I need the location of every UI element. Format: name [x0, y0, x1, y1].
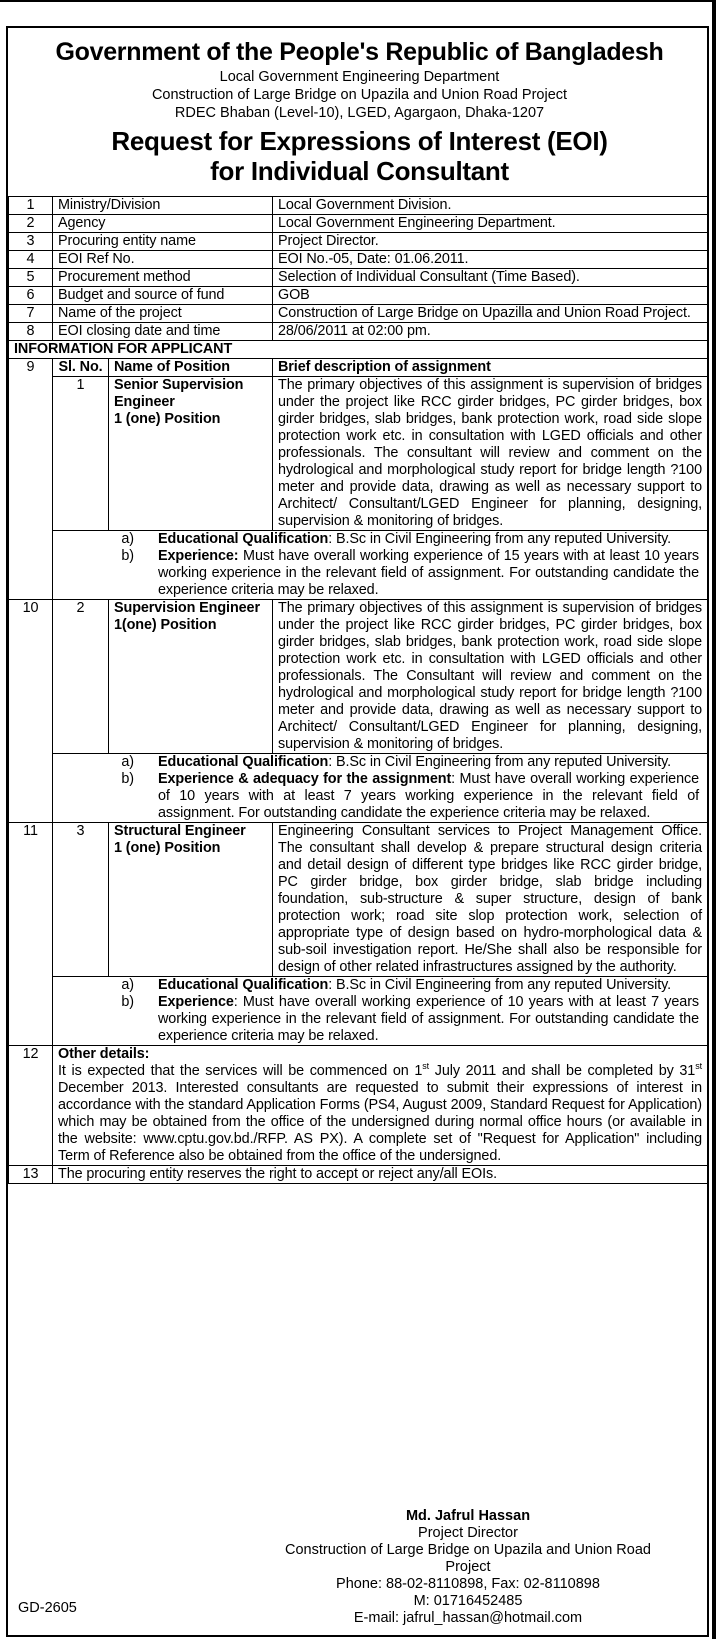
ordinal-suffix: st	[422, 1061, 430, 1072]
row-label: Procurement method	[53, 269, 273, 287]
qualification-cell	[53, 531, 708, 600]
item-body: : B.Sc in Civil Engineering from any reputed University.	[328, 754, 672, 770]
row-number: 4	[9, 251, 53, 269]
item-marker: a)	[121, 977, 134, 993]
row-value: 28/06/2011 at 02:00 pm.	[273, 323, 708, 341]
item-label: Educational Qualification	[158, 977, 329, 993]
table-row	[9, 215, 708, 233]
row-value: GOB	[273, 287, 708, 305]
experience-item	[58, 548, 699, 599]
table-row	[9, 197, 708, 215]
position-sl: 2	[53, 600, 109, 754]
department-line: Local Government Engineering Department	[219, 69, 500, 85]
other-details-cell	[53, 1046, 708, 1166]
item-text	[158, 754, 699, 771]
text-part: December 2013. Interested consultants are requested to submit their expressions of interest in accordance with the standard Application Forms (PS4, August 2009, Standard Request for Application) which may be obtained from the office of the undersigned during normal office hours (or available in the website: www.cptu.gov.bd./RFP. AS PX). A complete set of "Request for Application" including Term of Reference also be obtained from the office of the undersigned.	[58, 1080, 702, 1164]
position-name-cell	[109, 377, 273, 531]
signatory-project: Construction of Large Bridge on Upazila and Union Road	[285, 1542, 651, 1558]
position-name: Structural Engineer	[114, 823, 246, 839]
position-description: The primary objectives of this assignment is supervision of bridges under the project like RCC girder bridges, PC girder bridges, box girder bridges, slab bridges, bank protection work, road side slope protection work etc. in consultation with LGED officials and other professionals. The consultant will review and comment on the hydrological and morphological study report for bridge length ?100 meter and provide data, drawing as well as necessary support to Architect/ Consultant/LGED Engineer for planning, designing, supervision & monitoring of bridges.	[273, 377, 708, 531]
table-row	[9, 305, 708, 323]
row-value: Local Government Division.	[273, 197, 708, 215]
qualification-item	[58, 531, 699, 548]
item-marker: b)	[121, 994, 134, 1010]
table-row	[9, 341, 708, 359]
item-label: Experience:	[158, 548, 239, 564]
row-label: Procuring entity name	[53, 233, 273, 251]
address-line: RDEC Bhaban (Level-10), LGED, Agargaon, Dhaka-1207	[174, 105, 545, 121]
project-line: Construction of Large Bridge on Upazila and Union Road Project	[151, 87, 568, 103]
row-number-empty	[9, 977, 53, 1046]
signature-block	[228, 1508, 708, 1627]
eoi-table	[8, 196, 708, 1184]
item-text	[158, 977, 699, 994]
item-marker: b)	[121, 771, 134, 787]
row-number-empty	[9, 531, 53, 600]
qualification-item	[58, 754, 699, 771]
row-number	[9, 377, 53, 531]
row-number: 9	[9, 359, 53, 377]
item-body: Must have overall working experience of 15 years with at least 10 years working experience in the relevant field of assignment. For outstanding candidate the experience criteria may be relaxed.	[158, 548, 699, 598]
sl-header: Sl. No.	[53, 359, 109, 377]
row-number: 7	[9, 305, 53, 323]
signatory-title: Project Director	[418, 1525, 518, 1541]
signatory-project-cont: Project	[445, 1559, 491, 1575]
position-description: The primary objectives of this assignment is supervision of bridges under the project like RCC girder bridges, PC girder bridges, box girder bridges, slab bridges, bank protection work, road side slope protection work etc. in consultation with LGED officials and other professionals. The Consultant will review and comment on the hydrological and morphological study report for bridge length ?100 meter and provide data, drawing as well as necessary support to Architect/ Consultant/LGED Engineer for planning, designing, supervision & monitoring of bridges.	[273, 600, 708, 754]
qualification-cell	[53, 977, 708, 1046]
item-label: Educational Qualification	[158, 531, 329, 547]
reserve-text: The procuring entity reserves the right to accept or reject any/all EOIs.	[53, 1166, 708, 1184]
item-label: Educational Qualification	[158, 754, 329, 770]
description-header: Brief description of assignment	[273, 359, 708, 377]
item-marker: b)	[121, 548, 134, 564]
position-name-cell	[109, 823, 273, 977]
position-count: 1 (one) Position	[114, 840, 221, 856]
row-number: 8	[9, 323, 53, 341]
position-sl: 3	[53, 823, 109, 977]
position-sl: 1	[53, 377, 109, 531]
row-label: Budget and source of fund	[53, 287, 273, 305]
item-marker: a)	[121, 754, 134, 770]
item-marker: a)	[121, 531, 134, 547]
item-text	[158, 994, 699, 1045]
table-row	[9, 287, 708, 305]
row-number: 1	[9, 197, 53, 215]
signatory-mobile: M: 01716452485	[413, 1593, 523, 1609]
row-label: Name of the project	[53, 305, 273, 323]
gd-code: GD-2605	[18, 1600, 77, 1616]
item-label: Experience & adequacy for the assignment	[158, 771, 452, 787]
item-body: : B.Sc in Civil Engineering from any reputed University.	[328, 977, 672, 993]
row-number: 6	[9, 287, 53, 305]
row-number-empty	[9, 754, 53, 823]
row-number: 2	[9, 215, 53, 233]
item-text	[158, 531, 699, 548]
row-number: 12	[9, 1046, 53, 1166]
positions-header-row	[9, 359, 708, 377]
experience-item	[58, 994, 699, 1045]
row-value: Selection of Individual Consultant (Time Based).	[273, 269, 708, 287]
qualification-item	[58, 977, 699, 994]
position-row	[9, 377, 708, 531]
row-label: EOI Ref No.	[53, 251, 273, 269]
position-name: Supervision Engineer	[114, 600, 260, 616]
row-value: Local Government Engineering Department.	[273, 215, 708, 233]
qualification-row	[9, 754, 708, 823]
signatory-email: E-mail: jafrul_hassan@hotmail.com	[353, 1610, 583, 1626]
signatory-phone: Phone: 88-02-8110898, Fax: 02-8110898	[336, 1576, 600, 1592]
item-label: Experience	[158, 994, 234, 1010]
row-value: Project Director.	[273, 233, 708, 251]
row-value: EOI No.-05, Date: 01.06.2011.	[273, 251, 708, 269]
experience-item	[58, 771, 699, 822]
row-label: Agency	[53, 215, 273, 233]
ordinal-suffix: st	[695, 1061, 702, 1072]
eoi-title: Request for Expressions of Interest (EOI)	[111, 126, 608, 156]
right-rule	[712, 0, 716, 1639]
other-details-heading: Other details:	[58, 1046, 150, 1062]
signatory-name: Md. Jafrul Hassan	[405, 1508, 531, 1524]
other-details-row	[9, 1046, 708, 1166]
qualification-row	[9, 977, 708, 1046]
position-description: Engineering Consultant services to Project Management Office. The consultant shall develop & prepare structural design criteria and detail design of different type bridges like RCC girder bridge, PC girder bridge, box girder bridge, slab bridge including foundation, sub-structure & super structure, design of bank protection work; road site slop protection work, selection of appropriate type of design based on hydro-morphological data & sub-soil investigation report. He/She shall also be responsible for design of other related infrastructures assigned by the authority.	[273, 823, 708, 977]
top-rule	[0, 0, 716, 2]
position-row	[9, 600, 708, 754]
position-name: Senior Supervision Engineer	[114, 377, 244, 410]
position-count: 1 (one) Position	[114, 411, 221, 427]
position-name-cell	[109, 600, 273, 754]
reserve-row	[9, 1166, 708, 1184]
table-row	[9, 323, 708, 341]
government-title: Government of the People's Republic of Bangladesh	[55, 38, 664, 66]
row-label: Ministry/Division	[53, 197, 273, 215]
row-number: 11	[9, 823, 53, 977]
position-count: 1(one) Position	[114, 617, 217, 633]
info-heading: INFORMATION FOR APPLICANT	[9, 341, 708, 359]
item-text	[158, 548, 699, 599]
item-body: : B.Sc in Civil Engineering from any reputed University.	[328, 531, 672, 547]
table-row	[9, 251, 708, 269]
table-row	[9, 233, 708, 251]
qualification-cell	[53, 754, 708, 823]
row-value: Construction of Large Bridge on Upazilla and Union Road Project.	[273, 305, 708, 323]
eoi-subtitle: for Individual Consultant	[210, 156, 509, 186]
row-number: 3	[9, 233, 53, 251]
row-number: 13	[9, 1166, 53, 1184]
text-part: July 2011 and shall be completed by 31	[429, 1063, 696, 1079]
text-part: It is expected that the services will be commenced on 1	[58, 1063, 423, 1079]
table-row	[9, 269, 708, 287]
eoi-notice	[6, 26, 709, 1637]
row-label: EOI closing date and time	[53, 323, 273, 341]
position-row	[9, 823, 708, 977]
position-header: Name of Position	[109, 359, 273, 377]
item-body: : Must have overall working experience of 10 years with at least 7 years working experience in the relevant field of assignment. For outstanding candidate the experience criteria may be relaxed.	[158, 771, 699, 821]
row-number: 10	[9, 600, 53, 754]
item-body: : Must have overall working experience of 10 years with at least 7 years working experience in the relevant field of assignment. For outstanding candidate the experience criteria may be relaxed.	[158, 994, 699, 1044]
qualification-row	[9, 531, 708, 600]
row-number: 5	[9, 269, 53, 287]
other-details-text	[58, 1063, 702, 1165]
item-text	[158, 771, 699, 822]
